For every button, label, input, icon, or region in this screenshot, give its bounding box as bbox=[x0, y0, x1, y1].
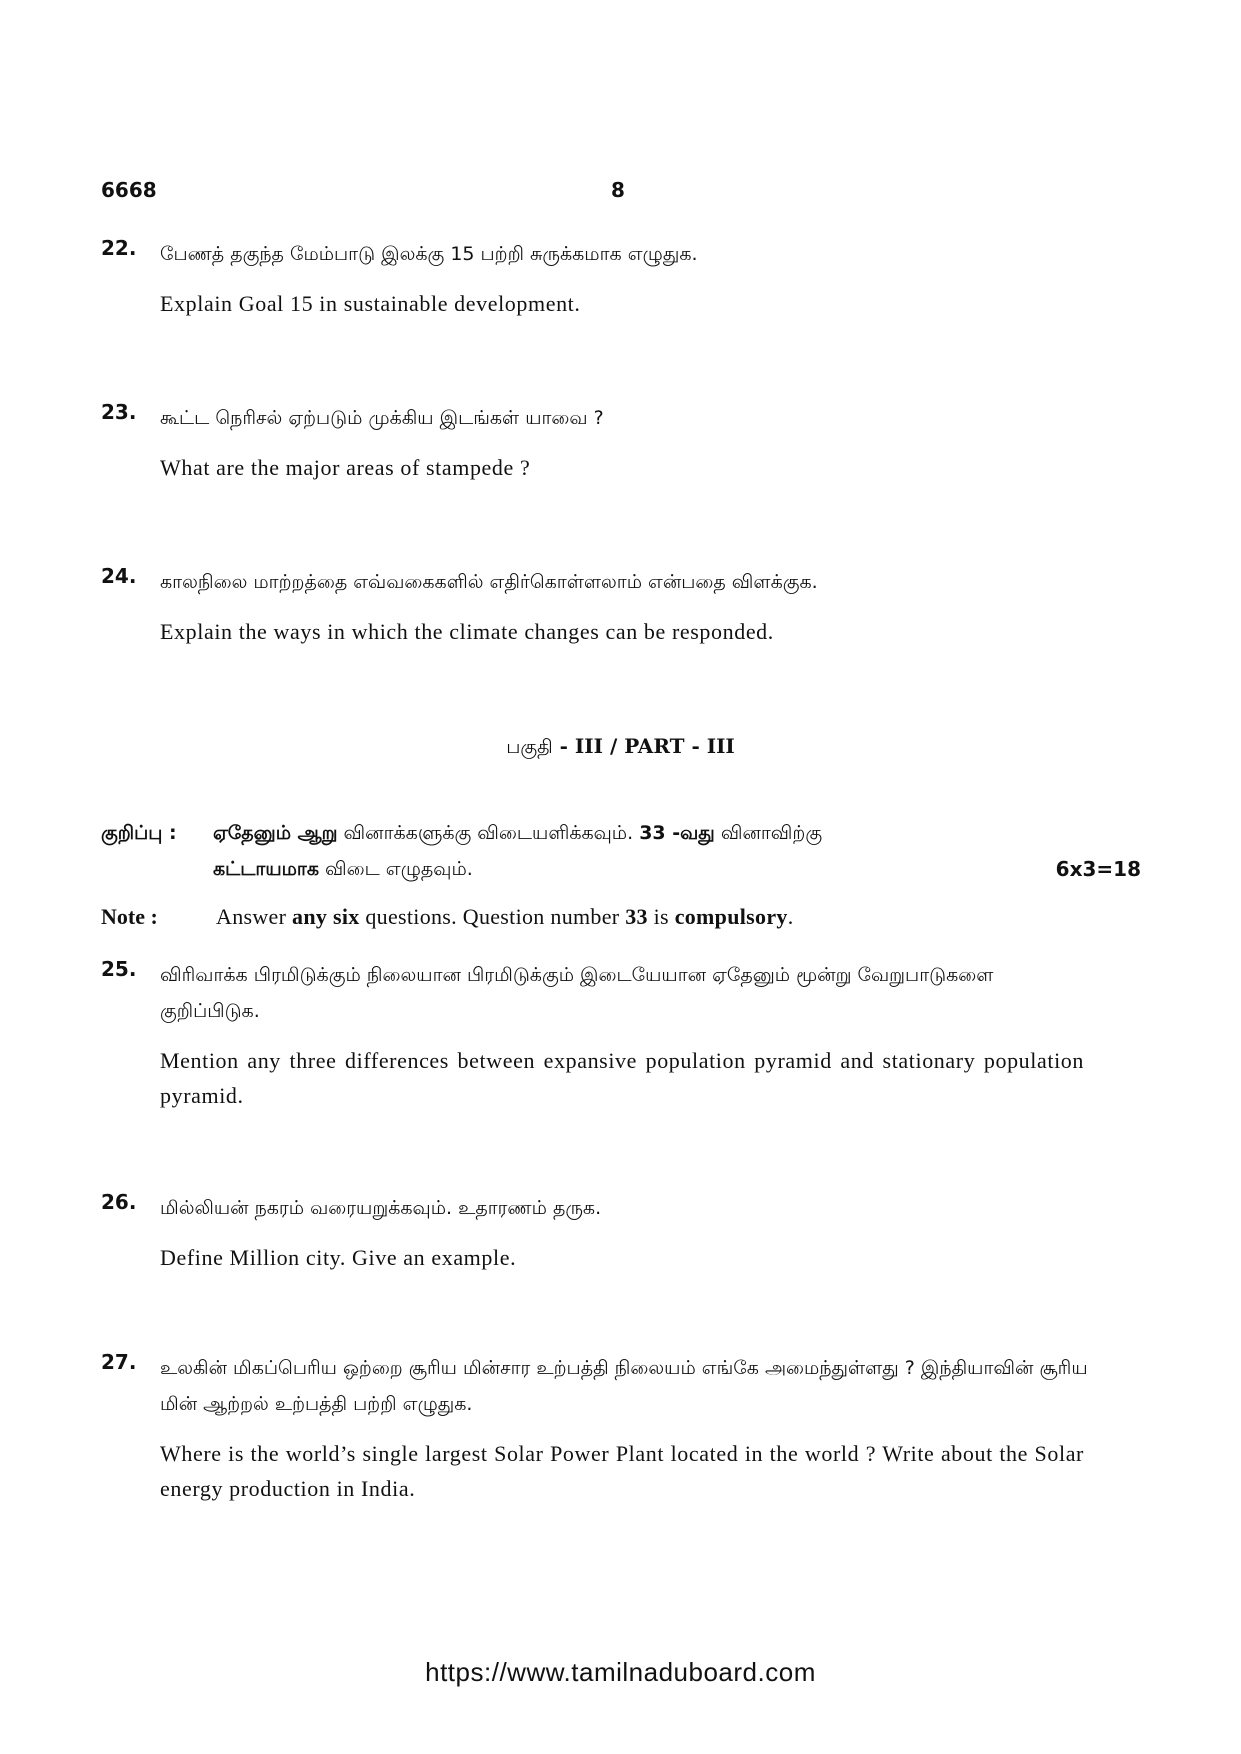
question-number: 27. bbox=[101, 1350, 137, 1374]
note-tamil-text: விடை எழுதவும். bbox=[318, 858, 473, 880]
question-23 bbox=[101, 400, 1101, 485]
note-english-label: Note : bbox=[101, 904, 158, 929]
note-english bbox=[101, 904, 1101, 930]
question-tamil: காலநிலை மாற்றத்தை எவ்வகைகளில் எதிர்கொள்ளலாம் என்பதை விளக்குக. bbox=[160, 571, 818, 593]
part-heading bbox=[0, 734, 1241, 761]
note-tamil-body bbox=[213, 815, 1141, 887]
question-number: 23. bbox=[101, 400, 137, 424]
page-number: 8 bbox=[611, 178, 625, 202]
question-tamil: பேணத் தகுந்த மேம்பாடு இலக்கு 15 பற்றி சுருக்கமாக எழுதுக. bbox=[160, 243, 698, 265]
marks-allocation: 6x3=18 bbox=[1055, 857, 1141, 881]
part-heading-tamil: பகுதி bbox=[506, 736, 553, 758]
question-tamil: உலகின் மிகப்பெரிய ஒற்றை சூரிய மின்சார உற்பத்தி நிலையம் எங்கே அமைந்துள்ளது ? இந்தியாவின் சூரிய மின் ஆற்றல் உற்பத்தி பற்றி எழுதுக. bbox=[160, 1357, 1088, 1415]
note-english-text: questions. Question number bbox=[359, 904, 626, 929]
note-english-body bbox=[216, 904, 1101, 930]
question-number: 24. bbox=[101, 564, 137, 588]
note-tamil-label: குறிப்பு : bbox=[101, 822, 177, 844]
question-english: What are the major areas of stampede ? bbox=[160, 455, 531, 480]
question-22 bbox=[101, 236, 1101, 321]
note-tamil-emphasis: கட்டாயமாக bbox=[213, 858, 319, 880]
question-25 bbox=[101, 957, 1101, 1113]
note-english-text: Answer bbox=[216, 904, 293, 929]
question-24 bbox=[101, 564, 1101, 649]
question-tamil: விரிவாக்க பிரமிடுக்கும் நிலையான பிரமிடுக்கும் இடையேயான ஏதேனும் மூன்று வேறுபாடுகளை குறிப்பிடுக. bbox=[160, 964, 994, 1022]
note-tamil-text: வினாவிற்கு bbox=[714, 822, 823, 844]
part-heading-rest: - III / PART - III bbox=[552, 734, 735, 758]
question-27 bbox=[101, 1350, 1101, 1506]
note-english-emphasis: 33 bbox=[625, 904, 648, 929]
question-english: Mention any three differences between expansive population pyramid and stationary population pyramid. bbox=[160, 1048, 1084, 1108]
footer-url: https://www.tamilnaduboard.com bbox=[425, 1657, 816, 1687]
question-english: Explain Goal 15 in sustainable development. bbox=[160, 291, 581, 316]
question-number: 22. bbox=[101, 236, 137, 260]
question-english: Where is the world’s single largest Solar Power Plant located in the world ? Write about the Solar energy production in India. bbox=[160, 1441, 1084, 1501]
note-tamil-emphasis: ஏதேனும் ஆறு bbox=[213, 822, 338, 844]
note-english-text: is bbox=[647, 904, 675, 929]
question-english: Define Million city. Give an example. bbox=[160, 1245, 517, 1270]
question-tamil: மில்லியன் நகரம் வரையறுக்கவும். உதாரணம் தருக. bbox=[160, 1197, 602, 1219]
question-tamil: கூட்ட நெரிசல் ஏற்படும் முக்கிய இடங்கள் யாவை ? bbox=[160, 407, 604, 429]
note-tamil bbox=[101, 815, 1141, 887]
paper-code: 6668 bbox=[101, 178, 157, 202]
question-english: Explain the ways in which the climate changes can be responded. bbox=[160, 619, 774, 644]
question-number: 25. bbox=[101, 957, 137, 981]
note-tamil-text: வினாக்களுக்கு விடையளிக்கவும். bbox=[337, 822, 640, 844]
note-english-emphasis: any six bbox=[292, 904, 360, 929]
question-number: 26. bbox=[101, 1190, 137, 1214]
note-english-text: . bbox=[787, 904, 794, 929]
note-english-emphasis: compulsory bbox=[674, 904, 788, 929]
question-26 bbox=[101, 1190, 1101, 1275]
note-tamil-emphasis: 33 -வது bbox=[639, 822, 715, 844]
